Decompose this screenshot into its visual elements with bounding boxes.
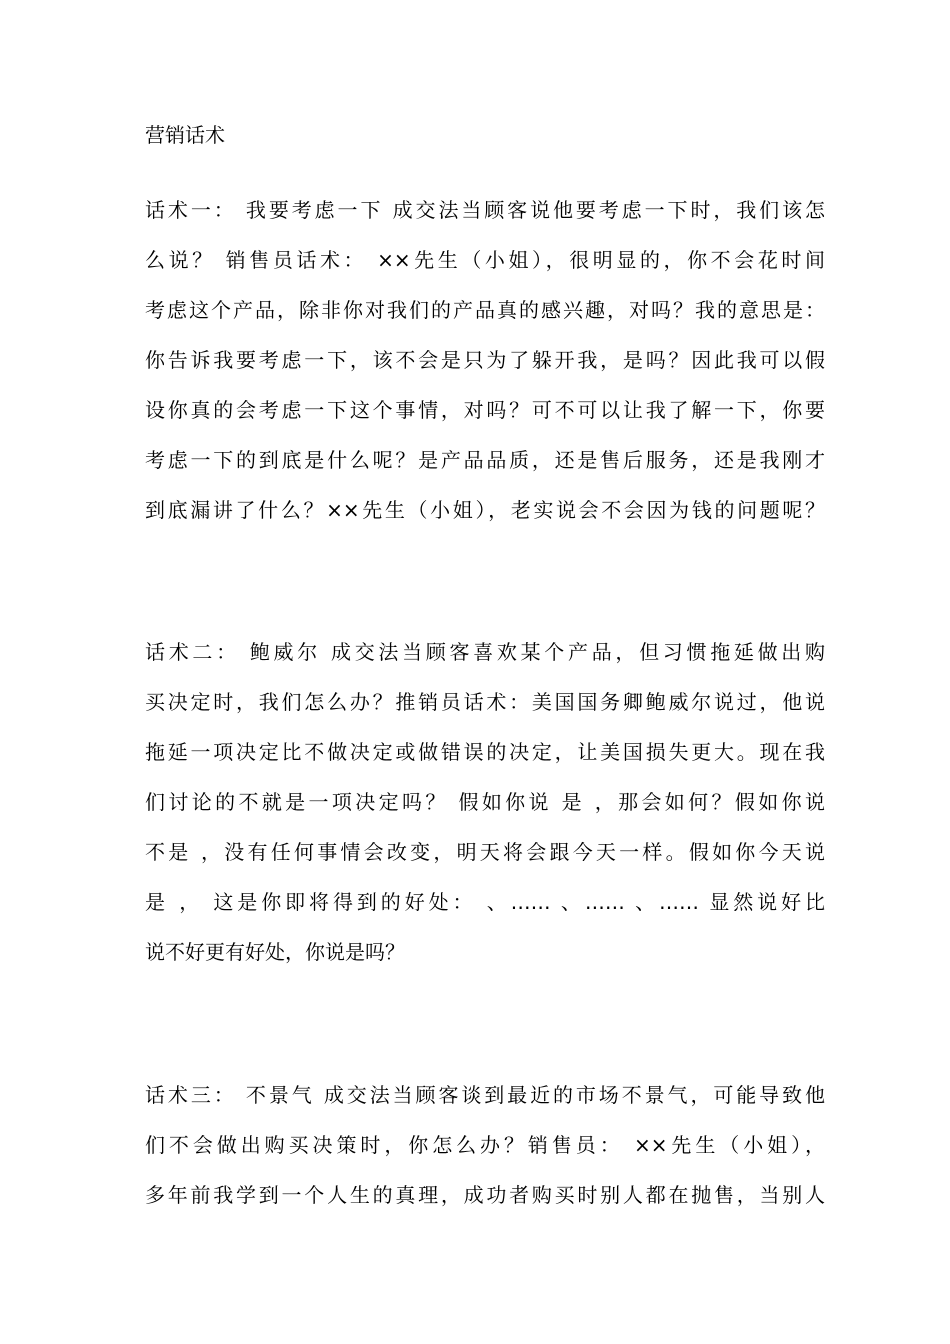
- script-section-2: [145, 627, 825, 977]
- paragraph-line: 买决定时，我们怎么办？推销员话术：美国国务卿鲍威尔说过，他说: [145, 690, 825, 714]
- paragraph-line: 到底漏讲了什么？××先生（小姐），老实说会不会因为钱的问题呢？: [145, 498, 825, 522]
- paragraph-line: 们不会做出购买决策时，你怎么办？销售员： ××先生（小姐），: [145, 1133, 825, 1157]
- paragraph-line: 多年前我学到一个人生的真理，成功者购买时别人都在抛售，当别人: [145, 1183, 825, 1207]
- script-section-3: [145, 1070, 825, 1220]
- paragraph-line: 么说？ 销售员话术： ××先生（小姐），很明显的，你不会花时间: [145, 248, 825, 272]
- paragraph-line: 设你真的会考虑一下这个事情，对吗？可不可以让我了解一下，你要: [145, 398, 825, 422]
- paragraph-line: 说不好更有好处，你说是吗？: [145, 940, 405, 964]
- paragraph-line: 拖延一项决定比不做决定或做错误的决定，让美国损失更大。现在我: [145, 740, 825, 764]
- paragraph-line: 你告诉我要考虑一下，该不会是只为了躲开我，是吗？因此我可以假: [145, 348, 825, 372]
- paragraph-line: 话术二： 鲍威尔 成交法当顾客喜欢某个产品，但习惯拖延做出购: [145, 640, 825, 664]
- paragraph-line: 话术三： 不景气 成交法当顾客谈到最近的市场不景气，可能导致他: [145, 1083, 825, 1107]
- paragraph-line: 是 ， 这是你即将得到的好处： 、…… 、…… 、…… 显然说好比: [145, 890, 825, 914]
- paragraph-line: 考虑一下的到底是什么呢？是产品品质，还是售后服务，还是我刚才: [145, 448, 825, 472]
- paragraph-line: 们讨论的不就是一项决定吗？ 假如你说 是 ，那会如何？假如你说: [145, 790, 825, 814]
- script-section-1: [145, 185, 825, 535]
- paragraph-line: 不是 ，没有任何事情会改变，明天将会跟今天一样。假如你今天说: [145, 840, 825, 864]
- document-title: 营销话术: [145, 123, 225, 147]
- paragraph-line: 考虑这个产品，除非你对我们的产品真的感兴趣，对吗？我的意思是：: [145, 298, 825, 322]
- paragraph-line: 话术一： 我要考虑一下 成交法当顾客说他要考虑一下时，我们该怎: [145, 198, 825, 222]
